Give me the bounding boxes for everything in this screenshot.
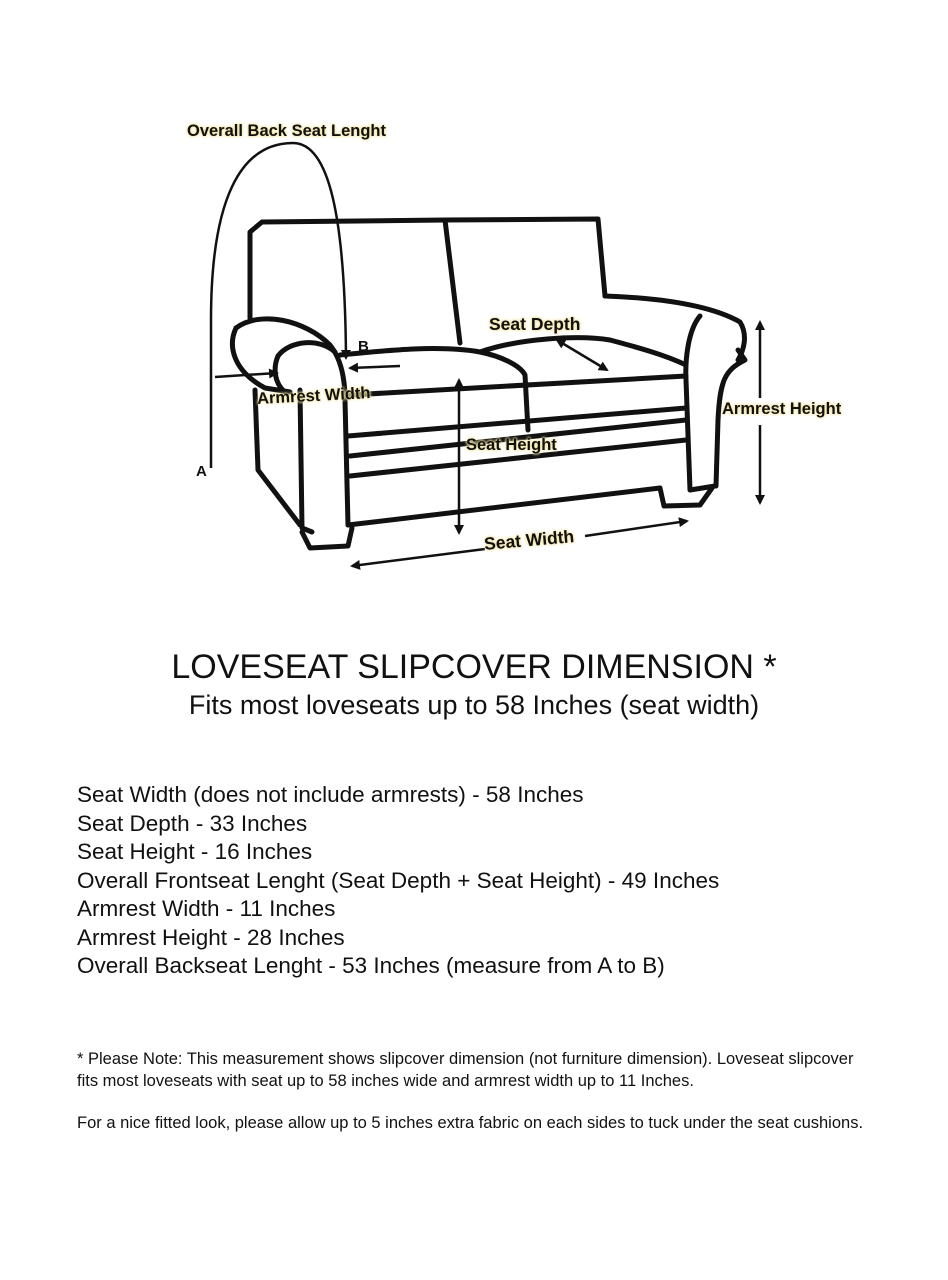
label-seat-depth: Seat Depth [489, 314, 581, 334]
label-armrest-height: Armrest Height [722, 400, 842, 418]
page-title: LOVESEAT SLIPCOVER DIMENSION * [171, 648, 777, 686]
back-length-arc [211, 143, 346, 468]
spec-item: Armrest Width - 11 Inches [77, 896, 336, 921]
label-point-b: B [358, 338, 369, 355]
seat-width-arrow-right [585, 521, 687, 536]
b-arrow [350, 366, 400, 368]
spec-item: Seat Depth - 33 Inches [77, 810, 308, 836]
label-seat-height: Seat Height [466, 436, 557, 454]
spec-item: Armrest Height - 28 Inches [77, 924, 345, 950]
loveseat-diagram [0, 0, 948, 600]
label-armrest-width: Armrest Width [256, 384, 371, 408]
spec-item: Seat Height - 16 Inches [77, 839, 313, 864]
label-overall-back-seat-length: Overall Back Seat Lenght [187, 122, 386, 140]
loveseat-outline [232, 219, 745, 548]
label-seat-width: Seat Width [483, 526, 575, 554]
specs-list [77, 781, 719, 981]
spec-item: Overall Frontseat Lenght (Seat Depth + Seat Height) - 49 Inches [77, 867, 720, 893]
note-fitted-look: For a nice fitted look, please allow up to 5 inches extra fabric on each sides to tuck under the seat cushions. [77, 1114, 864, 1132]
spec-item: Seat Width (does not include armrests) - 58 Inches [77, 782, 584, 807]
label-point-a: A [196, 463, 207, 480]
seat-depth-arrow [557, 340, 607, 370]
seat-width-arrow-left [352, 549, 485, 566]
page-subtitle: Fits most loveseats up to 58 Inches (seat width) [188, 690, 760, 720]
spec-item: Overall Backseat Lenght - 53 Inches (measure from A to B) [77, 953, 665, 978]
note-please-note: * Please Note: This measurement shows slipcover dimension (not furniture dimension). Loveseat slipcover fits most loveseats with seat up to 58 inches wide and armrest width up to 11 Inches. [77, 1050, 854, 1090]
